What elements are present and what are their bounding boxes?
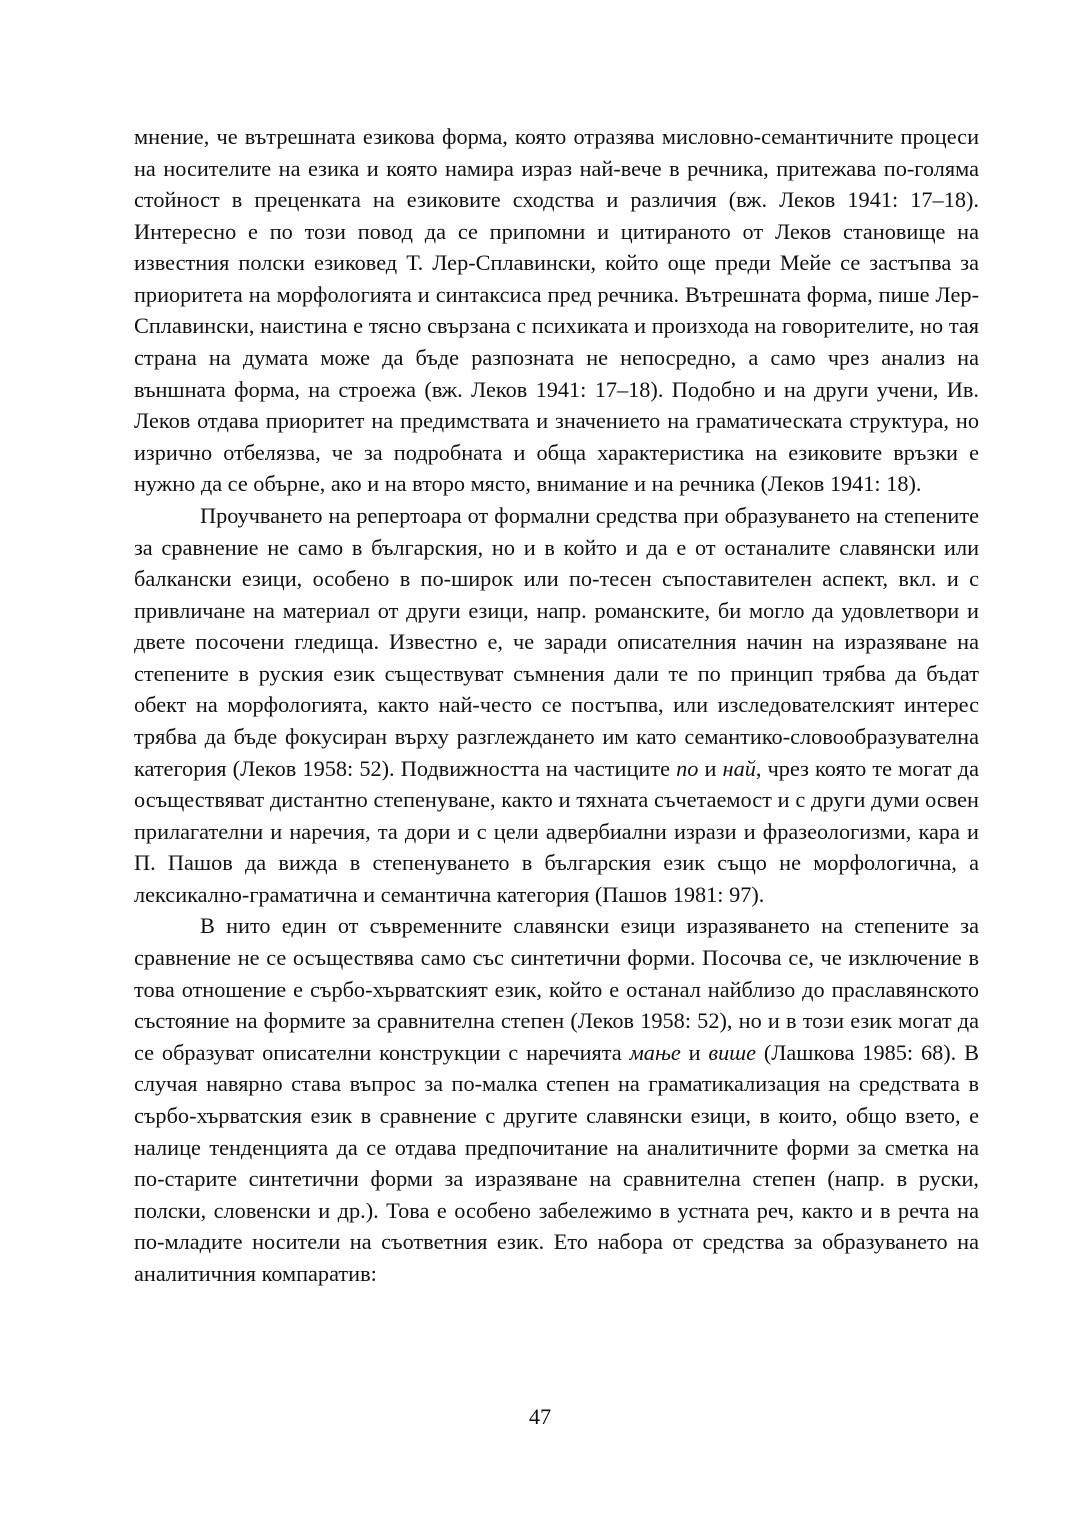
paragraph-slavic-languages: [134, 910, 979, 1289]
italic-term-vishe: више: [708, 1039, 756, 1065]
text-run: Проучването на репертоара от формални средства при образуването на степените за сравнение не само в българския, но и в който и да е от останалите славянски или балкански езици, особено в по-широк или по-тесен съпоставителен аспект, вкл. и с привличане на материал от други езици, напр. романските, би могло да удовлетвори и двете посочени гледища. Известно е, че заради описателния начин на изразяване на степените в руския език съществуват съмнения дали те по принцип трябва да бъдат обект на морфологията, както най-често се постъпва, или изследователският интерес трябва да бъде фокусиран върху разглеждането им като семантико-словообразувателна категория (Леков 1958: 52). Подвижността на частиците: [134, 502, 979, 781]
page-number: 47: [528, 1404, 552, 1429]
paragraph-comparison-forms: [134, 500, 979, 911]
italic-term-nay: най: [722, 755, 756, 781]
text-run: и: [680, 1039, 709, 1065]
text-run: , чрез която те могат да осъществяват дистантно степенуване, както и тяхната съчетаемост и с други думи освен прилагателни и наречия, та дори и с цели адвербиални изрази и фразеологизми, кара и П. Пашов да вижда в степенуването в българския език също не морфологична, а лексикално-граматична и семантична категория (Пашов 1981: 97).: [134, 755, 979, 907]
body-text: [134, 121, 979, 1289]
text-run: (Лашкова 1985: 68). В случая навярно става въпрос за по-малка степен на граматикализация на средствата в сърбо-хърватския език в сравнение с другите славянски езици, в които, общо взето, е налице тенденцията да се отдава предпочитание на аналитичните форми за сметка на по-старите синтетични форми за изразяване на сравнителна степен (напр. в руски, полски, словенски и др.). Това е особено забележимо в устната реч, както и в речта на по-младите носители на съответния език. Ето набора от средства за образуването на аналитичния компаратив:: [134, 1039, 979, 1286]
paragraph-continuation: [134, 121, 979, 500]
text-run: В нито един от съвременните славянски езици изразяването на степените за сравнение не се осъществява само със синтетични форми. Посочва се, че изключение в това отношение е сърбо-хърватският език, който е останал найблизо до праславянското състояние на формите за сравнителна степен (Леков 1958: 52), но и в този език могат да се образуват описателни конструкции с наречията: [134, 913, 979, 1065]
italic-term-manje: мање: [629, 1039, 681, 1065]
italic-term-po: по: [676, 755, 699, 781]
text-run: и: [698, 755, 723, 781]
text-run: мнение, че вътрешната езикова форма, която отразява мисловно-семантичните процеси на носителите на езика и която намира израз най-вече в речника, притежава по-голяма стойност в преценката на езиковите сходства и различия (вж. Леков 1941: 17–18). Интересно е по този повод да се припомни и цитираното от Леков становище на известния полски езиковед Т. Лер-Сплавински, който още преди Мейе се застъпва за приоритета на морфологията и синтаксиса пред речника. Вътрешната форма, пише Лер-Сплавински, наистина е тясно свързана с психиката и произхода на говорителите, но тая страна на думата може да бъде разпозната не непосредно, а само чрез анализ на външната форма, на строежа (вж. Леков 1941: 17–18). Подобно и на други учени, Ив. Леков отдава приоритет на предимствата и значението на граматическата структура, но изрично отбелязва, че за подробната и обща характеристика на езиковите връзки е нужно да се обърне, ако и на второ място, внимание и на речника (Леков 1941: 18).: [134, 124, 979, 497]
